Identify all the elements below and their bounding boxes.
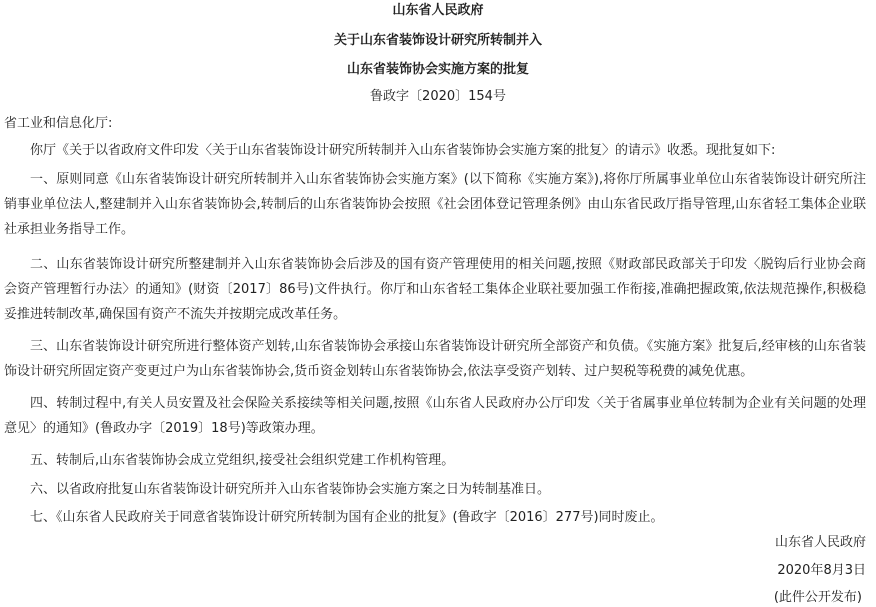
paragraph-item-2: 二、山东省装饰设计研究所整建制并入山东省装饰协会后涉及的国有资产管理使用的相关问题,按照《财政部民政部关于印发〈脱钩后行业协会商会资产管理暂行办法〉的通知》(财资〔2017〕86号)文件执行。你厅和山东省轻工集体企业联社要加强工作衔接,准确把握政策,依法规范操作,积极稳妥推进转制改革,确保国有资产不流失并按期完成改革任务。 <box>4 257 866 322</box>
issue-date: 2020年8月3日 <box>777 563 866 578</box>
signatory: 山东省人民政府 <box>774 535 866 550</box>
salutation: 省工业和信息化厅: <box>4 116 113 131</box>
paragraph-intro: 你厅《关于以省政府文件印发〈关于山东省装饰设计研究所转制并入山东省装饰协会实施方案的批复〉的请示》收悉。现批复如下: <box>30 143 776 158</box>
document-title-line-2: 山东省装饰协会实施方案的批复 <box>346 62 529 77</box>
paragraph-item-7: 七、《山东省人民政府关于同意省装饰设计研究所转制为国有企业的批复》(鲁政字〔2016〕277号)同时废止。 <box>30 510 664 525</box>
paragraph-item-6: 六、以省政府批复山东省装饰设计研究所并入山东省装饰协会实施方案之日为转制基准日。 <box>30 482 551 497</box>
paragraph-item-3: 三、山东省装饰设计研究所进行整体资产划转,山东省装饰协会承接山东省装饰设计研究所全部资产和负债。《实施方案》批复后,经审核的山东省装饰设计研究所固定资产变更过户为山东省装饰协会,货币资金划转山东省装饰协会,依法享受资产划转、过户契税等税费的减免优惠。 <box>4 339 866 379</box>
issuer-title: 山东省人民政府 <box>392 3 484 18</box>
document-number: 鲁政字〔2020〕154号 <box>370 89 506 104</box>
publication-note: (此件公开发布) <box>773 590 862 605</box>
paragraph-item-5: 五、转制后,山东省装饰协会成立党组织,接受社会组织党建工作机构管理。 <box>30 453 455 468</box>
paragraph-item-4: 四、转制过程中,有关人员安置及社会保险关系接续等相关问题,按照《山东省人民政府办公厅印发〈关于省属事业单位转制为企业有关问题的处理意见〉的通知》(鲁政办字〔2019〕18号)等政策办理。 <box>4 396 866 436</box>
document-title-line-1: 关于山东省装饰设计研究所转制并入 <box>333 33 542 48</box>
paragraph-item-1: 一、原则同意《山东省装饰设计研究所转制并入山东省装饰协会实施方案》(以下简称《实施方案》),将你厅所属事业单位山东省装饰设计研究所注销事业单位法人,整建制并入山东省装饰协会,转制后的山东省装饰协会按照《社会团体登记管理条例》由山东省民政厅指导管理,山东省轻工集体企业联社承担业务指导工作。 <box>4 172 866 237</box>
